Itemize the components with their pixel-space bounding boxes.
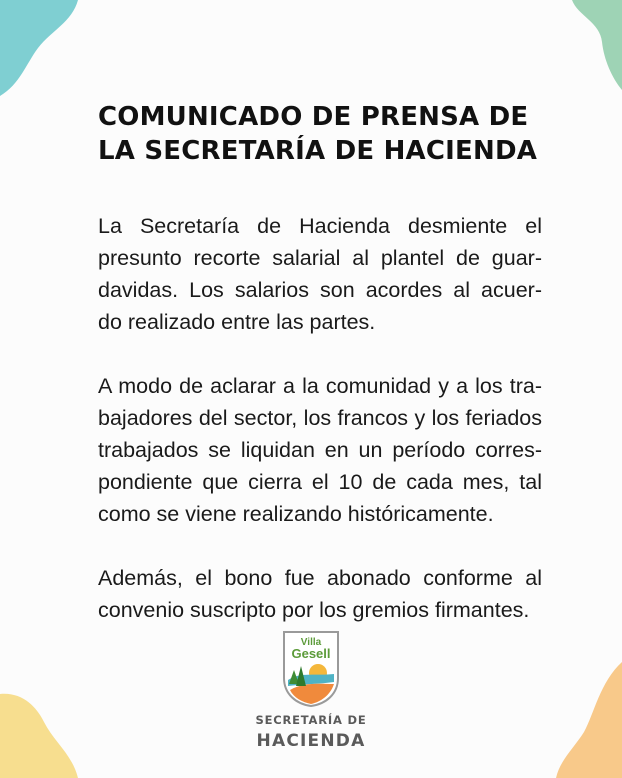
paragraph-clarification [98,370,542,530]
text-line: bajadores del sector, los francos y los feriados [98,406,542,430]
text-line: presunto recorte salarial al plantel de guar- [98,246,542,270]
page-title [98,100,558,168]
bottom-left-decoration [0,692,80,778]
paragraph-bonus [98,562,542,626]
text-line: do realizado entre las partes. [98,310,376,334]
paragraph-denial [98,210,542,338]
press-release-body [98,210,542,658]
title-line: LA SECRETARÍA DE HACIENDA [98,136,538,166]
title-line: COMUNICADO DE PRENSA DE [98,102,529,132]
text-line: trabajados se liquidan en un período corres- [98,438,542,462]
text-line: convenio suscripto por los gremios firmantes. [98,598,530,622]
top-left-decoration [0,0,80,100]
bottom-right-decoration [556,662,622,778]
logo-text-gesell: Gesell [291,646,331,661]
logo-text-villa: Villa [300,637,322,648]
text-line: A modo de aclarar a la comunidad y a los tra- [98,374,542,398]
top-right-decoration [572,0,622,92]
text-line: Además, el bono fue abonado conforme al [98,566,542,590]
footer-secretaria: SECRETARÍA DE [255,713,367,727]
text-line: La Secretaría de Hacienda desmiente el [98,214,542,238]
text-line: como se viene realizando históricamente. [98,502,494,526]
text-line: pondiente que cierra el 10 de cada mes, tal [98,470,542,494]
villa-gesell-logo [280,628,342,708]
footer-hacienda: HACIENDA [256,731,366,751]
text-line: davidas. Los salarios son acordes al acuer- [98,278,542,302]
